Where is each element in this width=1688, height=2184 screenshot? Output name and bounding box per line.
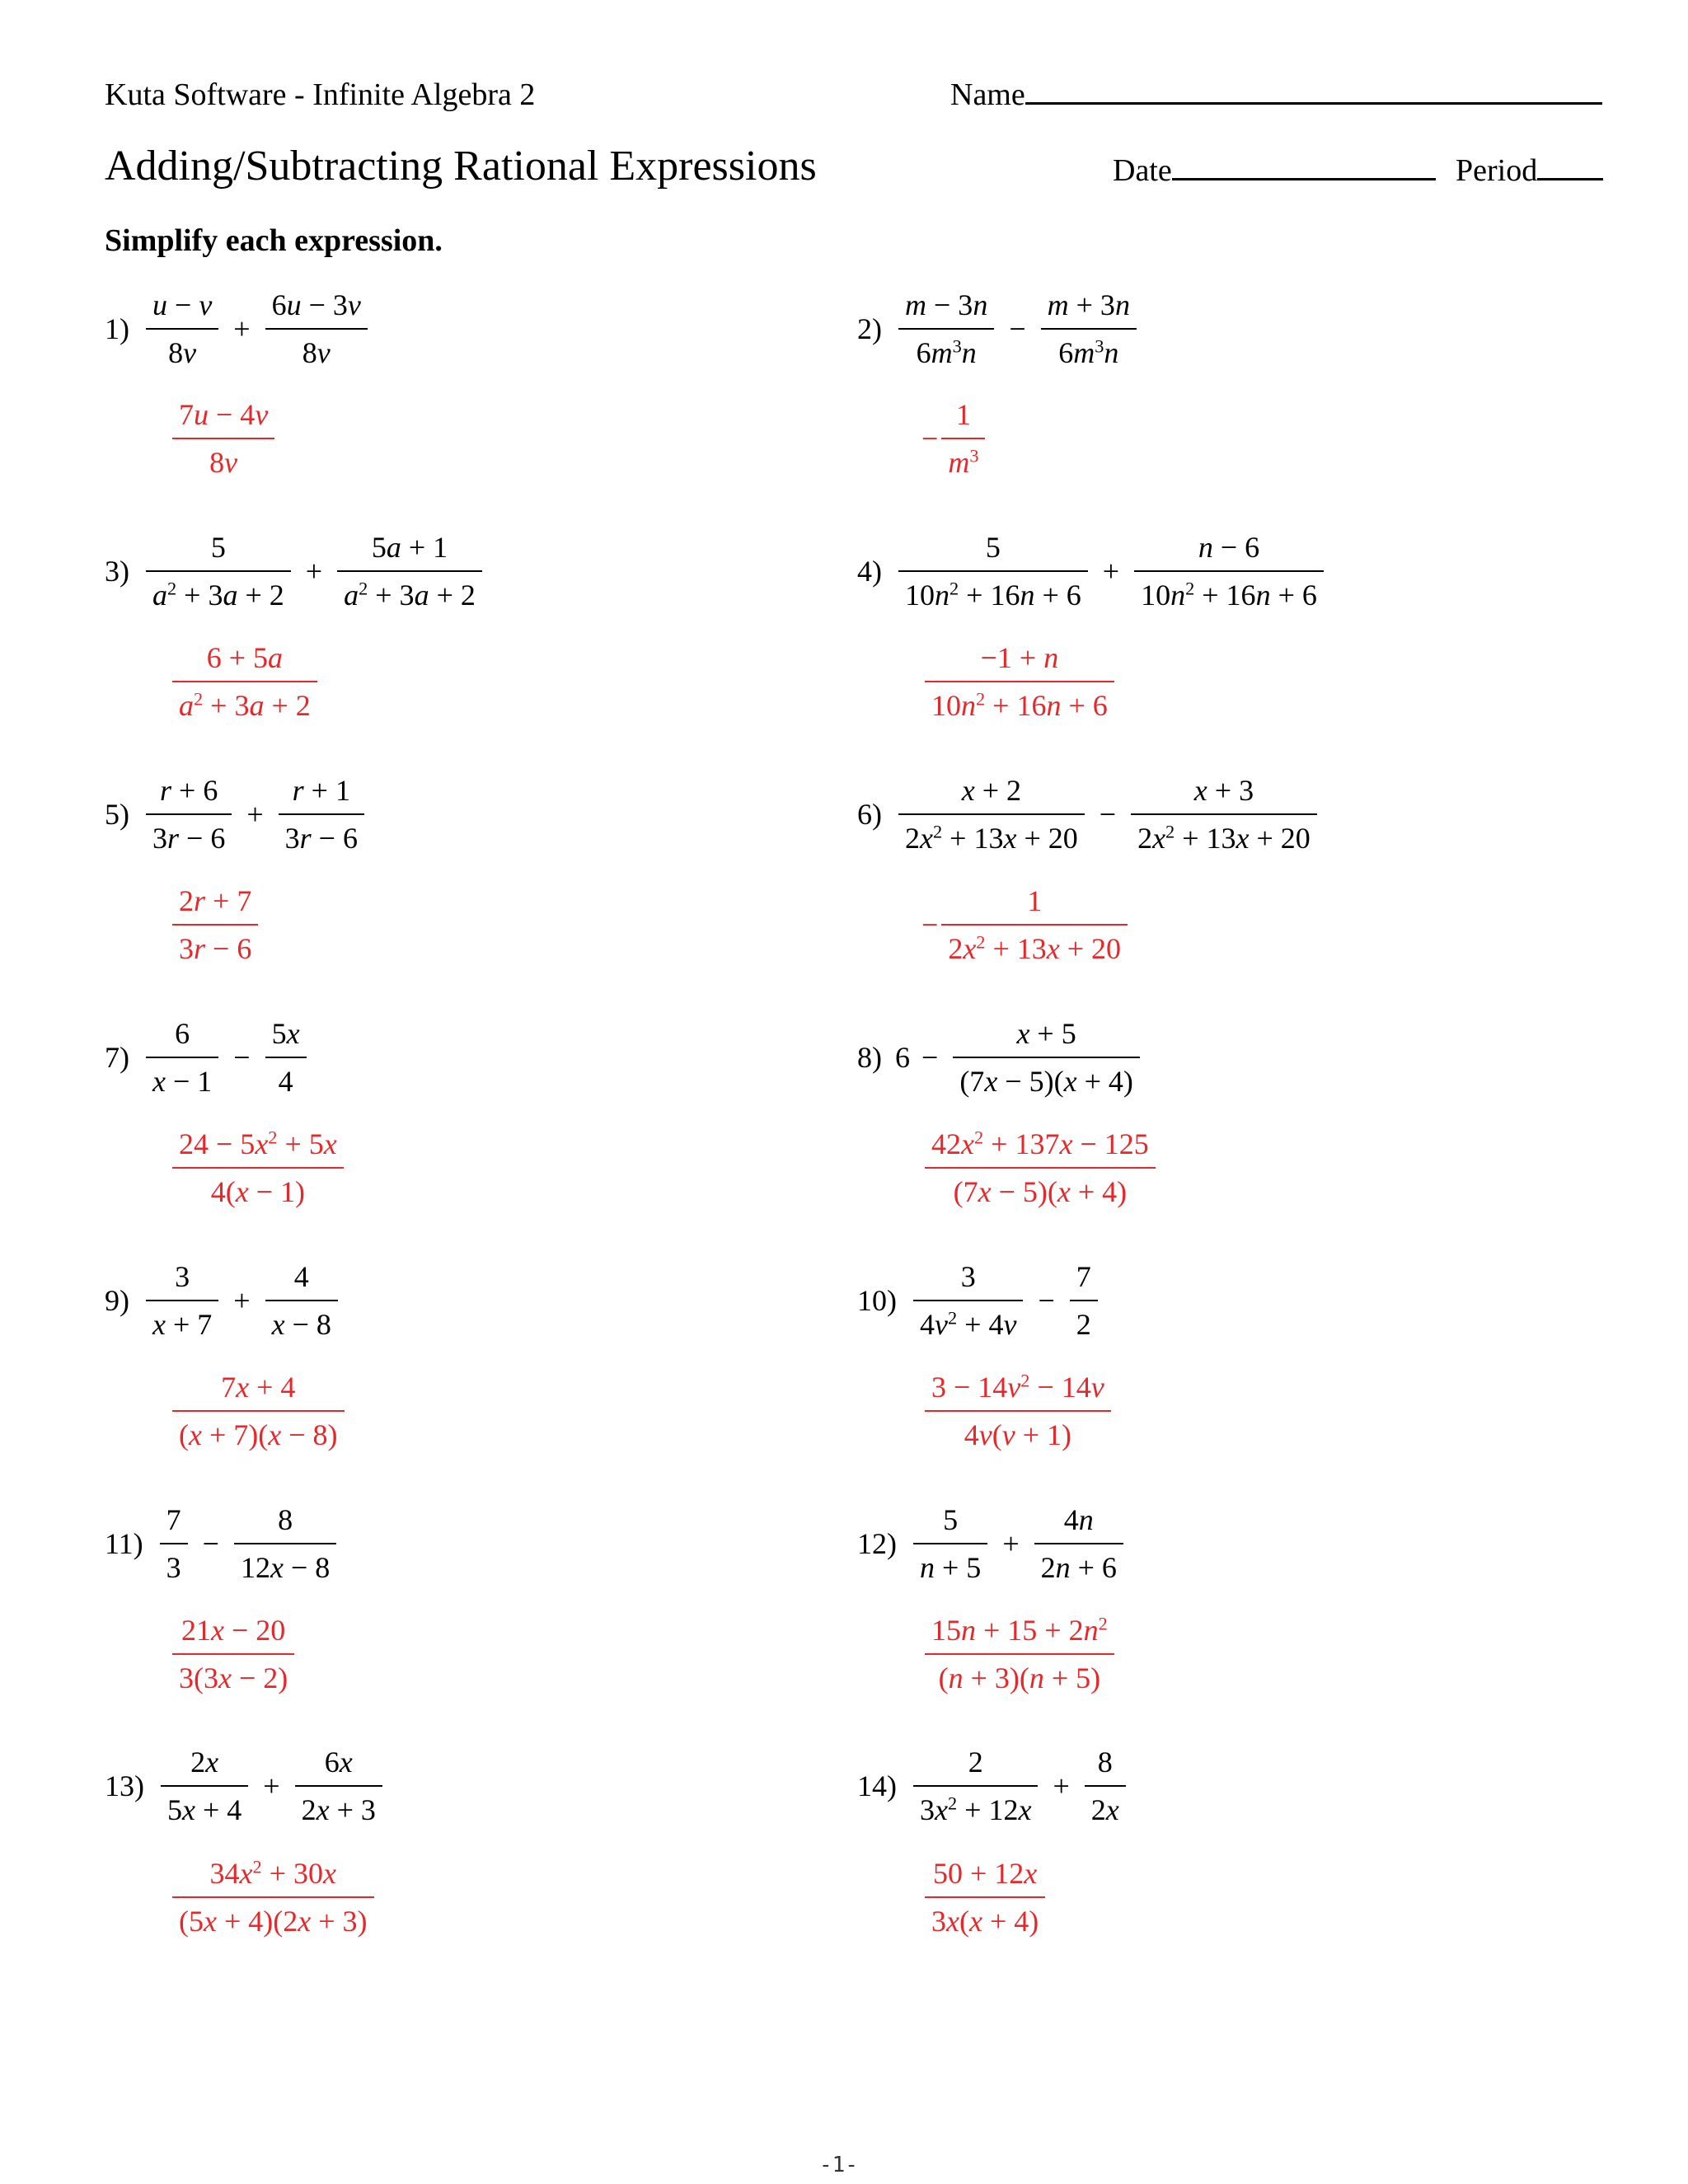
date-label: Date [1113,153,1172,188]
problem-10-answer: $\frac{3 - 14v^2 - 14v}{4v(v + 1)}$ [921,1372,1114,1450]
problem-3-expression: 3) $\frac{5}{a^2 + 3a + 2}$ + $\frac{5a + 1}{a^2 + 3a + 2}$ [105,532,485,610]
problem-12-answer: $\frac{15n + 15 + 2n^2}{(n + 3)(n + 5)}$ [921,1615,1118,1693]
problem-label: 1) [105,312,129,345]
problem-label: 6) [857,798,882,831]
problem-label: 11) [105,1527,143,1560]
period-blank[interactable] [1537,177,1603,180]
answer-text [0,0,1,1]
problem-14-answer: $\frac{50 + 12x}{3x(x + 4)}$ [921,1858,1048,1936]
problem-7-answer: $\frac{24 - 5x^2 + 5x}{4(x - 1)}$ [169,1129,347,1207]
problem-14-expression: 14) $\frac{2}{3x^2 + 12x}$ + $\frac{8}{2x}$ [857,1747,1129,1825]
period-label: Period [1456,153,1538,188]
problem-1-expression: 1) $\frac{u - v}{8v}$ + $\frac{6u - 3v}{8v}$ [105,290,371,368]
publisher-label: Kuta Software - Infinite Algebra 2 [105,77,536,112]
problem-11-answer: $\frac{21x - 20}{3(3x - 2)}$ [169,1615,298,1693]
problem-10-expression: 10) $\frac{3}{4v^2 + 4v}$ − $\frac{7}{2}$ [857,1262,1101,1339]
problem-9-expression: 9) $\frac{3}{x + 7}$ + $\frac{4}{x - 8}$ [105,1262,341,1339]
problem-label: 7) [105,1041,129,1074]
date-field[interactable] [1113,155,1436,186]
problem-5-answer: $\frac{2r + 7}{3r - 6}$ [169,886,261,963]
problem-13-answer: $\frac{34x^2 + 30x}{(5x + 4)(2x + 3)}$ [169,1858,377,1936]
problem-label: 3) [105,555,129,588]
name-blank[interactable] [1025,101,1602,105]
problem-13-expression: 13) $\frac{2x}{5x + 4}$ + $\frac{6x}{2x + 3}$ [105,1747,386,1825]
problem-7-expression: 7) $\frac{6}{x - 1}$ − $\frac{5x}{4}$ [105,1019,310,1096]
problem-3-answer: $\frac{6 + 5a}{a^2 + 3a + 2}$ [169,643,321,720]
problem-6-expression: 6) $\frac{x + 2}{2x^2 + 13x + 20}$ − $\frac{x + 3}{2x^2 + 13x + 20}$ [857,776,1320,853]
page-number: -1- [819,2153,858,2177]
problem-9-answer: $\frac{7x + 4}{(x + 7)(x - 8)}$ [169,1372,348,1450]
problem-8-expression: 8) 6 − $\frac{x + 5}{(7x - 5)(x + 4)}$ [857,1019,1143,1096]
problem-4-expression: 4) $\frac{5}{10n^2 + 16n + 6}$ + $\frac{n - 6}{10n^2 + 16n + 6}$ [857,532,1327,610]
problem-label: 14) [857,1769,897,1802]
problem-label: 2) [857,312,882,345]
answer-text-list [0,0,1,1]
problem-6-answer: − $\frac{1}{2x^2 + 13x + 20}$ [921,886,1131,963]
problem-label: 13) [105,1769,144,1802]
name-field[interactable] [950,79,1602,110]
problem-label: 9) [105,1284,129,1317]
page-title: Adding/Subtracting Rational Expressions [105,143,817,190]
problem-5-expression: 5) $\frac{r + 6}{3r - 6}$ + $\frac{r + 1}{3r - 6}$ [105,776,368,853]
instructions: Simplify each expression. [105,223,443,258]
problem-2-expression: 2) $\frac{m - 3n}{6m^3n}$ − $\frac{m + 3n}{6m^3n}$ [857,290,1140,368]
problem-8-answer: $\frac{42x^2 + 137x - 125}{(7x - 5)(x + 4)}$ [921,1129,1159,1207]
problem-label: 8) [857,1041,882,1074]
problem-label: 4) [857,555,882,588]
problem-11-expression: 11) $\frac{7}{3}$ − $\frac{8}{12x - 8}$ [105,1505,340,1582]
problem-label: 10) [857,1284,897,1317]
problem-12-expression: 12) $\frac{5}{n + 5}$ + $\frac{4n}{2n + 6}$ [857,1505,1127,1582]
problem-1-answer: $\frac{7u - 4v}{8v}$ [169,400,278,477]
date-blank[interactable] [1172,177,1436,180]
problem-label: 5) [105,798,129,831]
name-label: Name [950,77,1025,112]
problem-2-answer: − $\frac{1}{m^3}$ [921,400,988,477]
problem-label: 12) [857,1527,897,1560]
problem-4-answer: $\frac{-1 + n}{10n^2 + 16n + 6}$ [921,643,1118,720]
period-field[interactable] [1456,155,1603,186]
